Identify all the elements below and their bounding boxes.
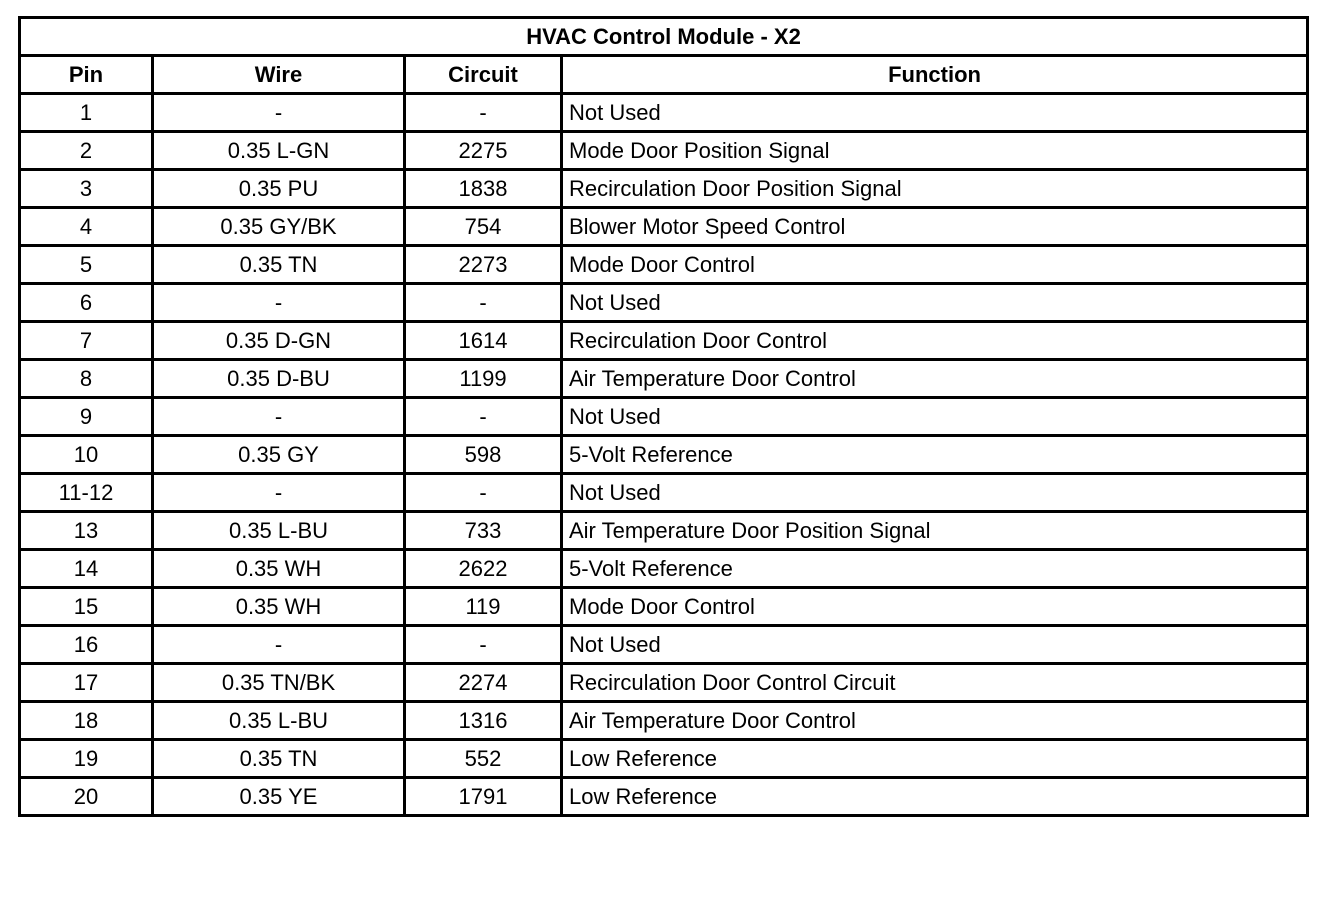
wire-cell: - bbox=[153, 626, 405, 664]
circuit-cell: 552 bbox=[405, 740, 562, 778]
table-header-row bbox=[20, 56, 1308, 94]
function-cell: Not Used bbox=[562, 474, 1308, 512]
table-row bbox=[20, 512, 1308, 550]
function-cell: Not Used bbox=[562, 398, 1308, 436]
wire-cell: 0.35 L-BU bbox=[153, 512, 405, 550]
table-row bbox=[20, 208, 1308, 246]
table-row bbox=[20, 322, 1308, 360]
pin-cell: 20 bbox=[20, 778, 153, 816]
connector-table-container bbox=[18, 16, 1306, 817]
table-row bbox=[20, 626, 1308, 664]
circuit-cell: 1614 bbox=[405, 322, 562, 360]
function-cell: Not Used bbox=[562, 626, 1308, 664]
pin-cell: 8 bbox=[20, 360, 153, 398]
wire-cell: 0.35 TN bbox=[153, 246, 405, 284]
table-row bbox=[20, 664, 1308, 702]
pin-cell: 13 bbox=[20, 512, 153, 550]
circuit-cell: 2275 bbox=[405, 132, 562, 170]
header-pin: Pin bbox=[20, 56, 153, 94]
wire-cell: - bbox=[153, 474, 405, 512]
function-cell: Mode Door Position Signal bbox=[562, 132, 1308, 170]
table-row bbox=[20, 702, 1308, 740]
function-cell: Air Temperature Door Control bbox=[562, 702, 1308, 740]
wire-cell: - bbox=[153, 284, 405, 322]
wire-cell: 0.35 WH bbox=[153, 588, 405, 626]
circuit-cell: 1316 bbox=[405, 702, 562, 740]
circuit-cell: - bbox=[405, 94, 562, 132]
pin-cell: 11-12 bbox=[20, 474, 153, 512]
table-row bbox=[20, 474, 1308, 512]
table-row bbox=[20, 94, 1308, 132]
connector-pinout-table bbox=[18, 16, 1309, 817]
pin-cell: 15 bbox=[20, 588, 153, 626]
function-cell: Low Reference bbox=[562, 778, 1308, 816]
function-cell: Mode Door Control bbox=[562, 588, 1308, 626]
wire-cell: 0.35 L-GN bbox=[153, 132, 405, 170]
table-title-row bbox=[20, 18, 1308, 56]
circuit-cell: 598 bbox=[405, 436, 562, 474]
circuit-cell: 1838 bbox=[405, 170, 562, 208]
table-row bbox=[20, 778, 1308, 816]
wire-cell: 0.35 GY/BK bbox=[153, 208, 405, 246]
function-cell: Air Temperature Door Position Signal bbox=[562, 512, 1308, 550]
function-cell: Blower Motor Speed Control bbox=[562, 208, 1308, 246]
circuit-cell: 2273 bbox=[405, 246, 562, 284]
wire-cell: 0.35 D-GN bbox=[153, 322, 405, 360]
table-title: HVAC Control Module - X2 bbox=[20, 18, 1308, 56]
wire-cell: 0.35 PU bbox=[153, 170, 405, 208]
wire-cell: - bbox=[153, 94, 405, 132]
pin-cell: 19 bbox=[20, 740, 153, 778]
pin-cell: 7 bbox=[20, 322, 153, 360]
table-row bbox=[20, 284, 1308, 322]
pin-cell: 3 bbox=[20, 170, 153, 208]
function-cell: Not Used bbox=[562, 94, 1308, 132]
table-row bbox=[20, 740, 1308, 778]
table-row bbox=[20, 132, 1308, 170]
circuit-cell: - bbox=[405, 398, 562, 436]
pin-cell: 9 bbox=[20, 398, 153, 436]
function-cell: Recirculation Door Control bbox=[562, 322, 1308, 360]
function-cell: 5-Volt Reference bbox=[562, 550, 1308, 588]
circuit-cell: 1199 bbox=[405, 360, 562, 398]
circuit-cell: 2622 bbox=[405, 550, 562, 588]
pin-cell: 5 bbox=[20, 246, 153, 284]
circuit-cell: 2274 bbox=[405, 664, 562, 702]
pin-cell: 4 bbox=[20, 208, 153, 246]
table-row bbox=[20, 550, 1308, 588]
pin-cell: 18 bbox=[20, 702, 153, 740]
function-cell: Recirculation Door Position Signal bbox=[562, 170, 1308, 208]
table-row bbox=[20, 588, 1308, 626]
pin-cell: 17 bbox=[20, 664, 153, 702]
table-row bbox=[20, 246, 1308, 284]
table-row bbox=[20, 170, 1308, 208]
pin-cell: 2 bbox=[20, 132, 153, 170]
header-function: Function bbox=[562, 56, 1308, 94]
table-body bbox=[20, 94, 1308, 816]
function-cell: 5-Volt Reference bbox=[562, 436, 1308, 474]
pin-cell: 1 bbox=[20, 94, 153, 132]
wire-cell: 0.35 WH bbox=[153, 550, 405, 588]
pin-cell: 16 bbox=[20, 626, 153, 664]
table-row bbox=[20, 360, 1308, 398]
circuit-cell: - bbox=[405, 474, 562, 512]
header-circuit: Circuit bbox=[405, 56, 562, 94]
wire-cell: 0.35 D-BU bbox=[153, 360, 405, 398]
wire-cell: - bbox=[153, 398, 405, 436]
table-row bbox=[20, 398, 1308, 436]
circuit-cell: - bbox=[405, 284, 562, 322]
circuit-cell: 119 bbox=[405, 588, 562, 626]
function-cell: Air Temperature Door Control bbox=[562, 360, 1308, 398]
pin-cell: 14 bbox=[20, 550, 153, 588]
function-cell: Recirculation Door Control Circuit bbox=[562, 664, 1308, 702]
function-cell: Not Used bbox=[562, 284, 1308, 322]
circuit-cell: - bbox=[405, 626, 562, 664]
header-wire: Wire bbox=[153, 56, 405, 94]
function-cell: Low Reference bbox=[562, 740, 1308, 778]
circuit-cell: 754 bbox=[405, 208, 562, 246]
pin-cell: 6 bbox=[20, 284, 153, 322]
wire-cell: 0.35 GY bbox=[153, 436, 405, 474]
pin-cell: 10 bbox=[20, 436, 153, 474]
function-cell: Mode Door Control bbox=[562, 246, 1308, 284]
table-row bbox=[20, 436, 1308, 474]
wire-cell: 0.35 TN bbox=[153, 740, 405, 778]
wire-cell: 0.35 TN/BK bbox=[153, 664, 405, 702]
wire-cell: 0.35 YE bbox=[153, 778, 405, 816]
circuit-cell: 733 bbox=[405, 512, 562, 550]
circuit-cell: 1791 bbox=[405, 778, 562, 816]
wire-cell: 0.35 L-BU bbox=[153, 702, 405, 740]
